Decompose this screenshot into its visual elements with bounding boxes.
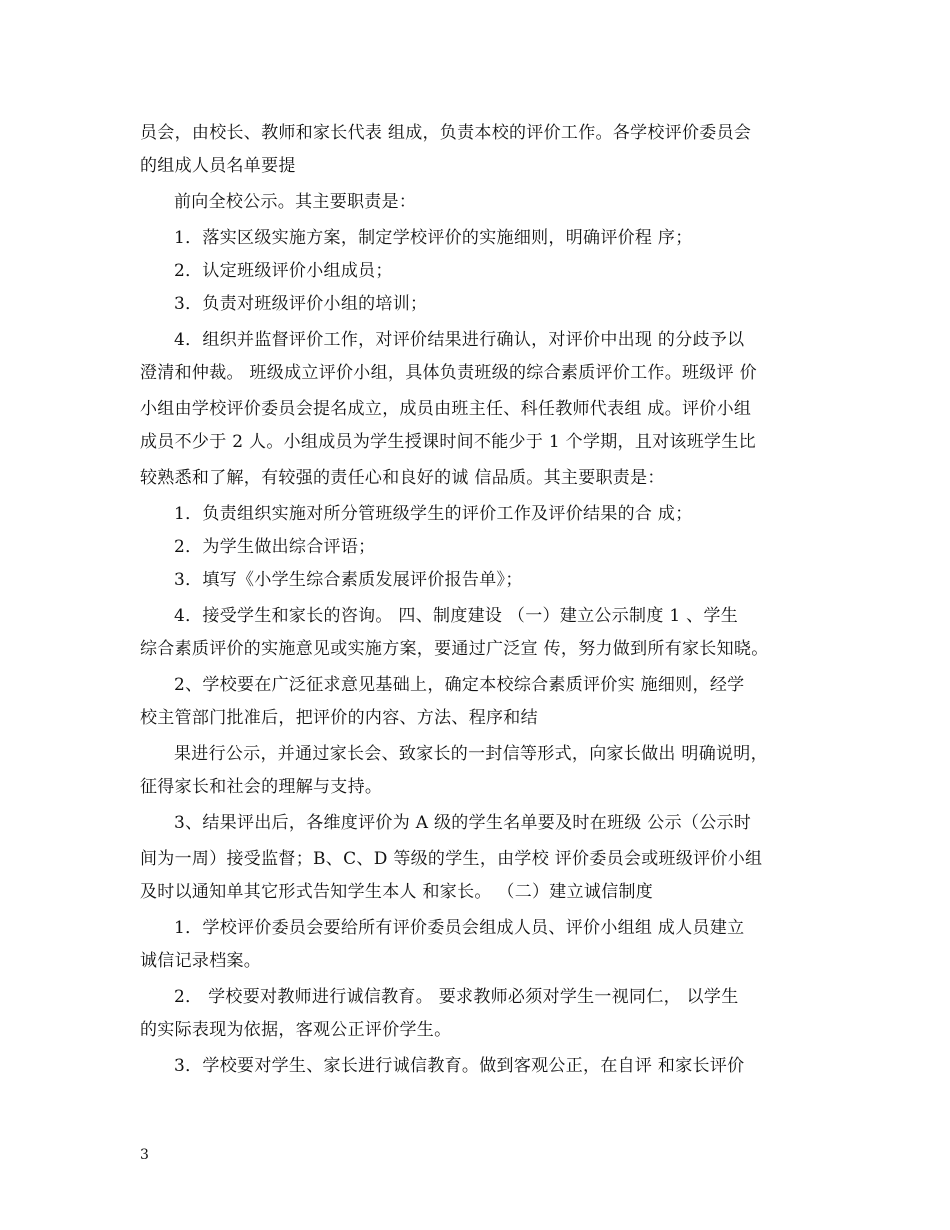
- text-line: 间为一周）接受监督；B、C、D 等级的学生，由学校 评价委员会或班级评价小组: [140, 849, 763, 869]
- text-line: 征得家长和社会的理解与支持。: [140, 777, 383, 797]
- text-line: 前向全校公示。其主要职责是：: [174, 192, 417, 212]
- text-line: 1．落实区级实施方案，制定学校评价的实施细则，明确评价程 序；: [174, 228, 693, 248]
- text-line: 2． 学校要对教师进行诚信教育。 要求教师必须对学生一视同仁， 以学生: [174, 987, 739, 1007]
- text-line: 的组成人员名单要提: [140, 156, 296, 176]
- text-line: 校主管部门批准后，把评价的内容、方法、程序和结: [140, 708, 538, 728]
- text-line: 果进行公示，并通过家长会、致家长的一封信等形式，向家长做出 明确说明，: [174, 744, 768, 764]
- text-line: 的实际表现为依据，客观公正评价学生。: [140, 1020, 452, 1040]
- text-line: 员会，由校长、教师和家长代表 组成，负责本校的评价工作。各学校评价委员会: [140, 123, 752, 143]
- text-line: 3．填写《小学生综合素质发展评价报告单》；: [174, 570, 523, 590]
- text-line: 3．学校要对学生、家长进行诚信教育。做到客观公正，在自评 和家长评价: [174, 1056, 745, 1076]
- text-line: 1．学校评价委员会要给所有评价委员会组成人员、评价小组组 成人员建立: [174, 918, 745, 938]
- text-line: 诚信记录档案。: [140, 951, 262, 971]
- text-line: 及时以通知单其它形式告知学生本人 和家长。 （二）建立诚信制度: [140, 882, 654, 902]
- text-line: 4．组织并监督评价工作，对评价结果进行确认，对评价中出现 的分歧予以: [174, 330, 745, 350]
- text-line: 1．负责组织实施对所分管班级学生的评价工作及评价结果的合 成；: [174, 504, 693, 524]
- text-line: 2．为学生做出综合评语；: [174, 537, 376, 557]
- text-line: 3．负责对班级评价小组的培训；: [174, 294, 428, 314]
- text-line: 较熟悉和了解，有较强的责任心和良好的诚 信品质。其主要职责是：: [140, 468, 665, 488]
- text-line: 2．认定班级评价小组成员；: [174, 261, 393, 281]
- text-line: 2、学校要在广泛征求意见基础上，确定本校综合素质评价实 施细则，经学: [174, 675, 745, 695]
- text-line: 3、结果评出后，各维度评价为 A 级的学生名单要及时在班级 公示（公示时: [174, 813, 752, 833]
- text-line: 成员不少于 2 人。小组成员为学生授课时间不能少于 1 个学期，且对该班学生比: [140, 432, 756, 452]
- text-line: 澄清和仲裁。 班级成立评价小组，具体负责班级的综合素质评价工作。班级评 价: [140, 363, 757, 383]
- text-line: 综合素质评价的实施意见或实施方案，要通过广泛宣 传，努力做到所有家长知晓。: [140, 639, 769, 659]
- text-line: 4．接受学生和家长的咨询。 四、制度建设 （一）建立公示制度 1 、学生: [174, 606, 739, 626]
- text-line: 小组由学校评价委员会提名成立，成员由班主任、科任教师代表组 成。评价小组: [140, 399, 752, 419]
- page-number: 3: [140, 1147, 149, 1163]
